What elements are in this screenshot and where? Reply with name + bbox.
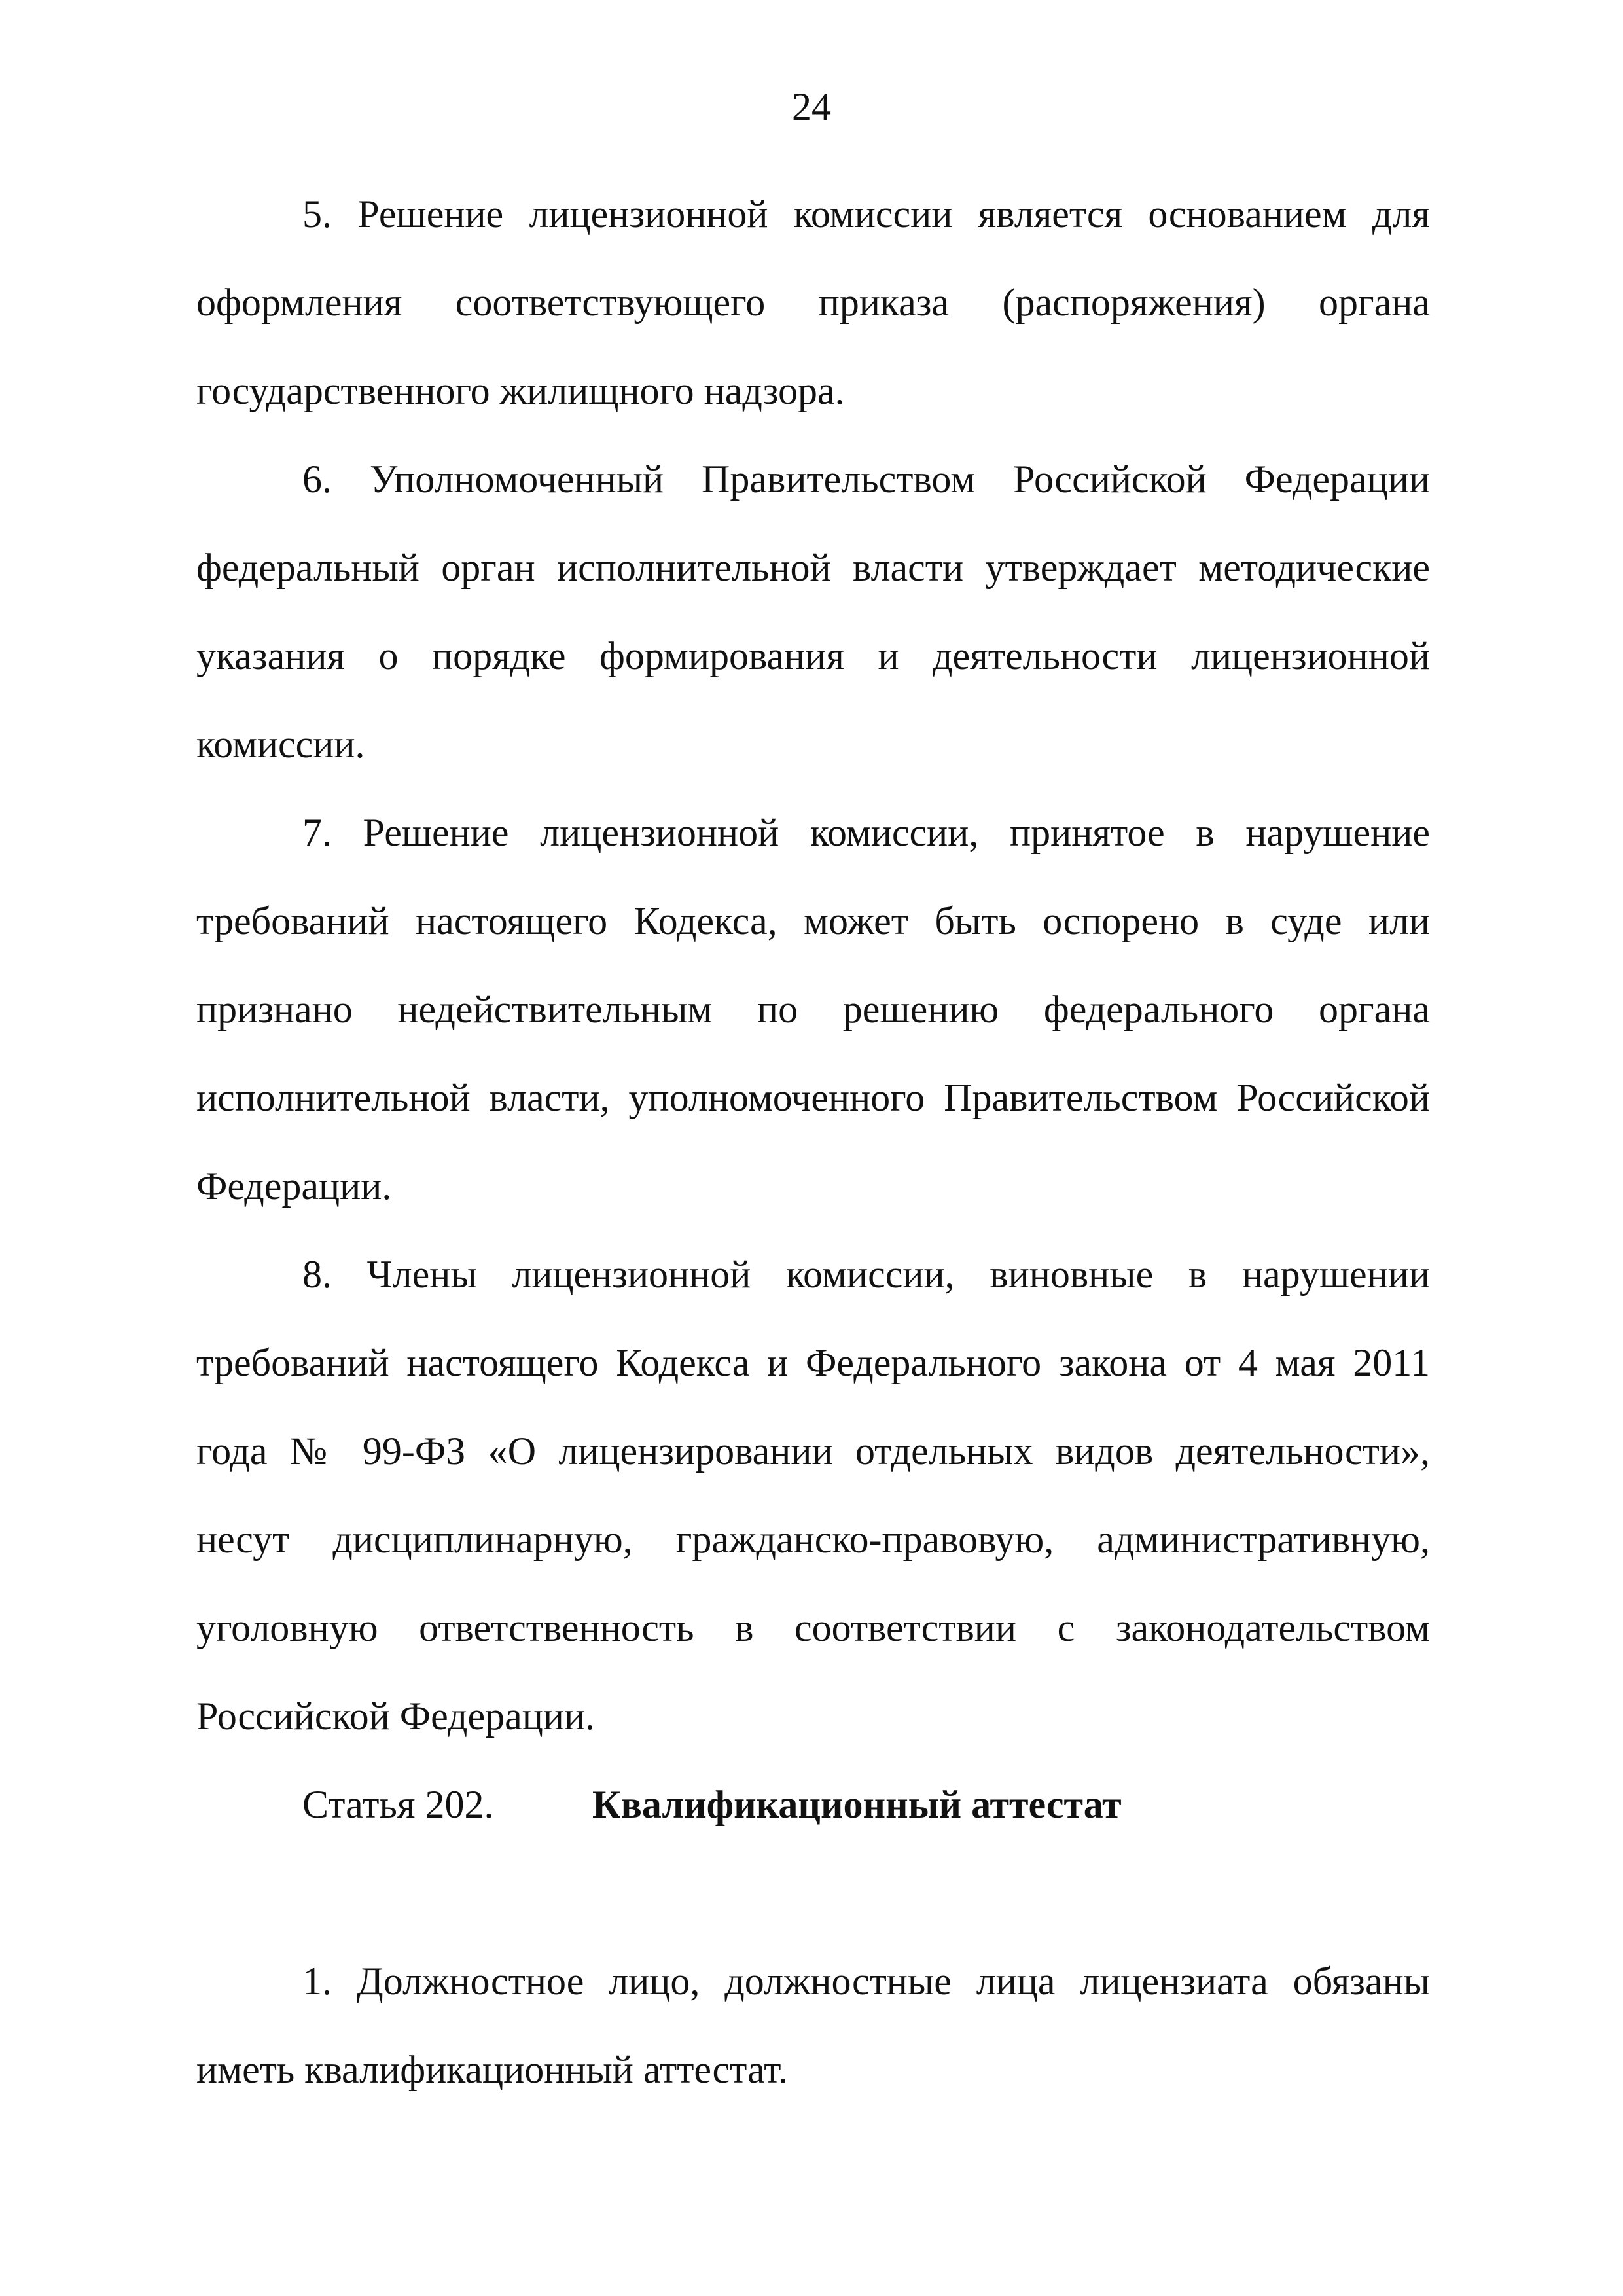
article-number: Статья 202. [302, 1783, 494, 1826]
document-body [196, 170, 1430, 2114]
paragraph-6: 6. Уполномоченный Правительством Российской Федерации федеральный орган исполнительной власти утверждает методические указания о порядке формирования и деятельности лицензионной комиссии. [196, 457, 1430, 766]
spacer [196, 1849, 1430, 1937]
paragraph-5: 5. Решение лицензионной комиссии является основанием для оформления соответствующего приказа (распоряжения) органа государственного жилищного надзора. [196, 192, 1430, 412]
article-paragraph-1: 1. Должностное лицо, должностные лица лицензиата обязаны иметь квалификационный аттестат. [196, 1960, 1430, 2091]
paragraph-8: 8. Члены лицензионной комиссии, виновные в нарушении требований настоящего Кодекса и Федерального закона от 4 мая 2011 года № 99-ФЗ «О лицензировании отдельных видов деятельности», несут дисциплинарную, гражданско-правовую, административную, уголовную ответственность в соответствии с законодательством Российской Федерации. [196, 1253, 1430, 1738]
article-heading [196, 1761, 1430, 1849]
page-number: 24 [792, 85, 831, 128]
article-title: Квалификационный аттестат [592, 1783, 1122, 1826]
paragraph-7: 7. Решение лицензионной комиссии, принятое в нарушение требований настоящего Кодекса, может быть оспорено в суде или признано недействительным по решению федерального органа исполнительной власти, уполномоченного Правительством Российской Федерации. [196, 811, 1430, 1208]
